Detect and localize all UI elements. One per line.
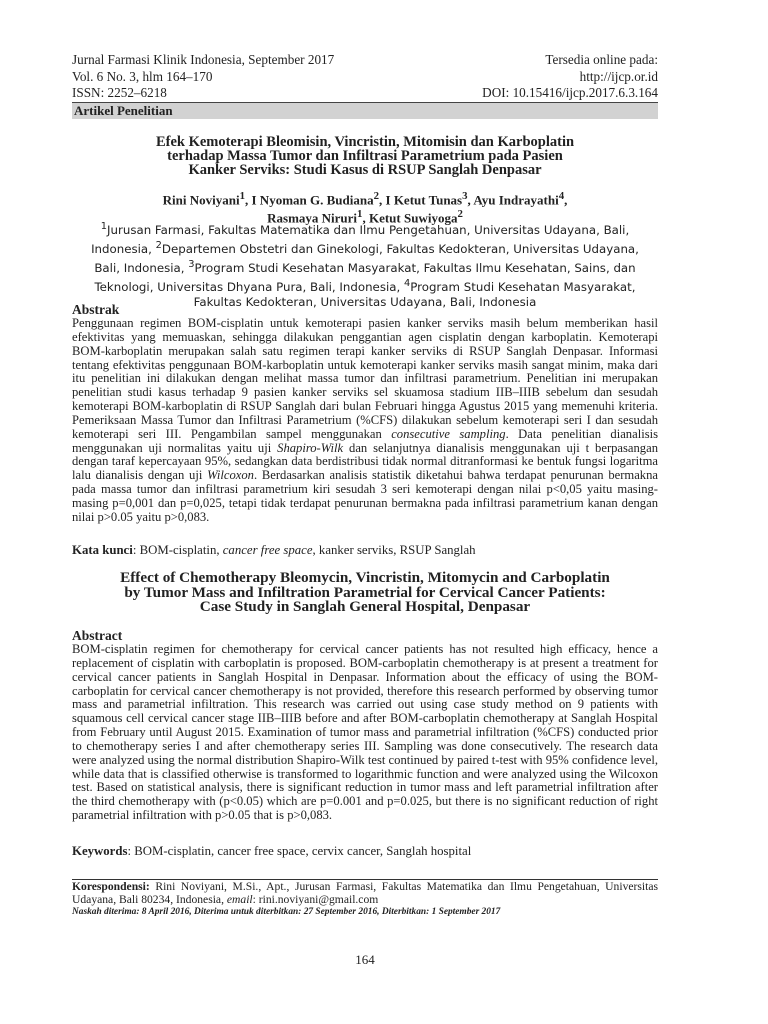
keywords [72, 844, 658, 859]
affiliation-sup: 4 [403, 277, 411, 289]
correspondence-text: Rini Noviyani, M.Si., Apt., Jurusan Farmasi, Fakultas Matematika dan Ilmu Pengetahuan, Universitas Udayana, Bali 80234, Indonesia, [72, 880, 658, 906]
issn: ISSN: 2252–6218 [72, 85, 167, 100]
correspondence-email[interactable]: : rini.noviyani@gmail.com [252, 893, 379, 906]
indonesian-title [72, 136, 658, 177]
kata-kunci-italic: cancer free space [222, 543, 313, 557]
affiliations [72, 219, 658, 310]
affiliation-text: Indonesia, [91, 241, 156, 256]
correspondence-label: Korespondensi: [72, 880, 150, 893]
abstrak-italic: Shapiro-Wilk [277, 440, 344, 455]
affiliation-line [72, 276, 658, 295]
affiliation-sup: 2 [373, 190, 380, 202]
abstrak-italic: Wilcoxon [207, 468, 254, 483]
abstrak-text: . Data penelitian dianalisis menggunakan uji normalitas yaitu uji [72, 426, 658, 455]
affiliation-text: Program Studi Kesehatan Masyarakat, [410, 279, 636, 294]
affiliation-sup: 2 [155, 239, 162, 251]
correspondence-italic: email [226, 893, 253, 906]
affiliation-text: Teknologi, Universitas Dhyana Pura, Bali, Indonesia, [94, 279, 404, 294]
doi[interactable]: DOI: 10.15416/ijcp.2017.6.3.164 [482, 85, 658, 100]
author-separator: , [564, 192, 568, 208]
journal-name: Jurnal Farmasi Klinik Indonesia, September 2017 [72, 52, 335, 67]
author-name: , Ayu Indrayathi [467, 192, 559, 208]
abstrak-body [72, 317, 658, 525]
journal-url[interactable]: http://ijcp.or.id [579, 69, 658, 84]
title-line: terhadap Massa Tumor dan Infiltrasi Parametrium pada Pasien [167, 147, 563, 164]
title-line: Efek Kemoterapi Bleomisin, Vincristin, Mitomisin dan Karboplatin [155, 134, 575, 150]
kata-kunci [72, 543, 658, 558]
author-name: , I Nyoman G. Budiana [245, 192, 374, 208]
kata-kunci-text: : BOM-cisplatin, [132, 543, 223, 557]
affiliation-sup: 3 [462, 190, 468, 202]
correspondence [72, 880, 658, 906]
submission-dates: Naskah diterima: 8 April 2016, Diterima untuk diterbitkan: 27 September 2016, Diterbitkan: 1 September 2017 [72, 907, 501, 917]
affiliation-sup: 1 [239, 190, 245, 202]
affiliation-text: Program Studi Kesehatan Masyarakat, Fakultas Ilmu Kesehatan, Sains, dan [194, 260, 636, 275]
keywords-label: Keywords [72, 844, 128, 858]
kata-kunci-label: Kata kunci [72, 543, 133, 557]
affiliation-text: Fakultas Kedokteran, Universitas Udayana, Bali, Indonesia [193, 294, 537, 309]
affiliation-text: Jurusan Farmasi, Fakultas Matematika dan Ilmu Pengetahuan, Universitas Udayana, Bali, [107, 222, 630, 237]
title-line: Kanker Serviks: Studi Kasus di RSUP Sanglah Denpasar [188, 161, 542, 178]
author-name: Rasmaya Niruri [267, 210, 358, 226]
category-band [72, 102, 658, 119]
affiliation-sup: 2 [457, 208, 463, 221]
affiliation-line [72, 238, 658, 257]
keywords-text: : BOM-cisplatin, cancer free space, cervix cancer, Sanglah hospital [127, 844, 472, 858]
article-category: Artikel Penelitian [74, 103, 173, 118]
title-line: by Tumor Mass and Infiltration Parametrial for Cervical Cancer Patients: [124, 583, 606, 601]
author-name: , I Ketut Tunas [379, 192, 463, 208]
affiliation-sup: 3 [188, 258, 195, 270]
abstrak-heading: Abstrak [72, 302, 120, 317]
abstract-heading: Abstract [72, 628, 123, 643]
abstract-body: BOM-cisplatin regimen for chemotherapy for cervical cancer patients has not resulted high efficacy, hence a replacement of cisplatin with carboplatin is proposed. BOM-carboplatin chemotherapy is at present a treatment for cervical cancer patients in Sanglah Hospital in Denpasar. Information about the efficacy of using the BOM-carboplatin for cervical cancer chemotherapy is not provided, therefore this research performed by observing tumor mass and parametrial infiltration. This research was carried out using case study method on 9 patients with squamous cell cervical cancer stage IIB–IIIB before and after BOM-carboplatin chemotherapy at Sanglah Hospital from February until August 2015. Examination of tumor mass and parametrial infiltration (%CFS) conducted prior to chemotherapy series I and after chemotherapy series III. Sampling was done consecutively. The research data were analyzed using the normal distribution Shapiro-Wilk test continued by paired t-test with 95% confidence level, while data that is classified otherwise is transformed to logarithmic function and were analyzed using the Wilcoxon test. Based on statistical analysis, there is significant reduction in tumor mass and left parametrial infiltration after the third chemotherapy with (p<0.05) which are p=0.001 and p=0.025, but there is no significant reduction of right parametrial infiltration with p>0.05 that is p>0,083. [72, 642, 658, 823]
title-line: Case Study in Sanglah General Hospital, Denpasar [199, 598, 531, 615]
affiliation-sup: 1 [100, 221, 108, 232]
abstrak-text: Penggunaan regimen BOM-cisplatin untuk kemoterapi pasien kanker serviks masih belum memberikan hasil efektivitas yang memuaskan, sehingga dilakukan penggantian agen cisplatin dengan karboplatin. Kemoterapi BOM-karboplatin merupakan salah satu regimen terapi kanker serviks di RSUP Sanglah Denpasar. Informasi tentang efektivitas penggunaan BOM-karboplatin untuk kemoterapi kanker serviks masih sangat minim, maka dari itu penelitian ini dilakukan dengan melihat massa tumor dan infiltrasi parametrium. Penelitian ini merupakan penelitian studi kasus terhadap 9 pasien kanker serviks sel skuamosa stadium IIB–IIIB sebelum dan sesudah kemoterapi BOM-karboplatin di RSUP Sanglah dari bulan Februari hingga Agustus 2015 yang memenuhi kriteria. Pemeriksaan Massa Tumor dan Infiltrasi Parametrium (%CFS) dilakukan sebelum kemoterapi seri I dan sesudah kemoterapi seri III. Pengambilan sampel menggunakan [72, 316, 658, 441]
author-line [72, 189, 658, 207]
affiliation-sup: 4 [558, 190, 565, 202]
affiliation-line [72, 257, 658, 276]
kata-kunci-text: , kanker serviks, RSUP Sanglah [312, 543, 476, 557]
affiliation-text: Bali, Indonesia, [94, 260, 189, 275]
affiliation-line [72, 295, 658, 310]
online-label: Tersedia online pada: [545, 52, 658, 67]
author-name: Rini Noviyani [162, 192, 240, 208]
abstrak-italic: consecutive sampling [391, 426, 506, 441]
title-line: Effect of Chemotherapy Bleomycin, Vincristin, Mitomycin and Carboplatin [120, 569, 610, 586]
author-name: , Ketut Suwiyoga [362, 210, 458, 226]
affiliation-text: Departemen Obstetri dan Ginekologi, Fakultas Kedokteran, Universitas Udayana, [161, 241, 639, 256]
affiliation-line [72, 219, 658, 238]
affiliation-sup: 1 [357, 208, 363, 221]
abstrak-text: dan selanjutnya dianalisis menggunakan uji t berpasangan dengan taraf kepercayaan 95%, sedangkan data berdistribusi tidak normal ditranformasi ke bentuk fungsi logaritma lalu dianalisis dengan uji [72, 440, 658, 483]
english-title [72, 571, 658, 615]
volume-info: Vol. 6 No. 3, hlm 164–170 [72, 69, 213, 84]
abstrak-text: . Berdasarkan analisis statistik diketahui bahwa terdapat penurunan bermakna pada massa tumor dan infiltrasi parametrium kiri sesudah 3 seri kemoterapi dengan nilai p<0,05 yaitu masing-masing p=0,001 dan p=0,025, tetapi tidak terdapat penurunan bermakna pada infiltrasi parametrium kanan dengan nilai p>0.05 yaitu p>0,083. [72, 468, 658, 524]
page-number: 164 [355, 952, 375, 967]
